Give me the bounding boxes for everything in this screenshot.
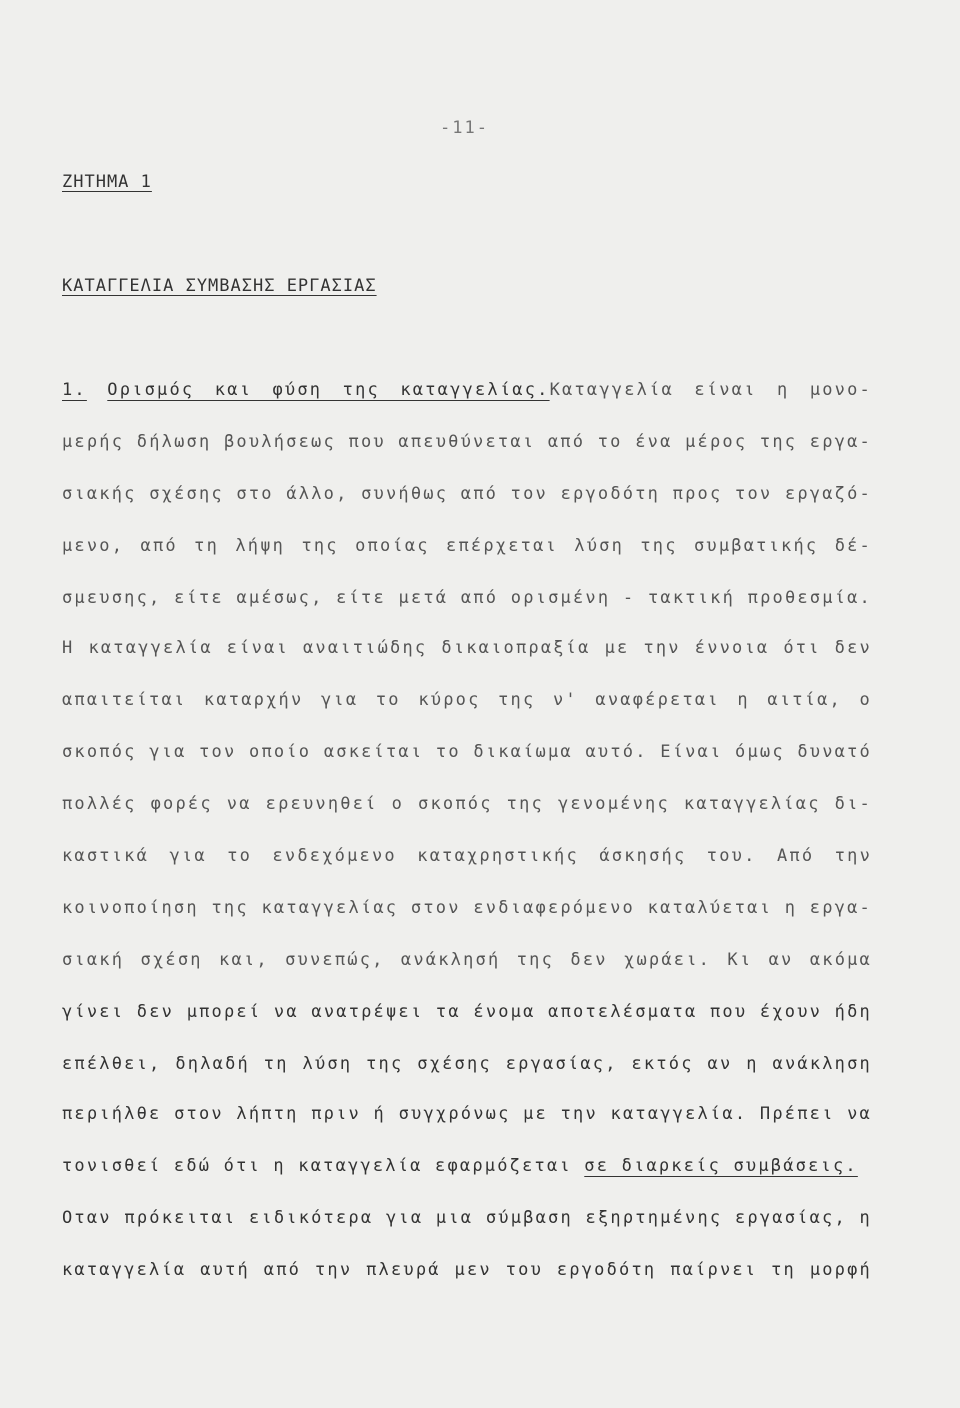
paragraph-line: απαιτείται καταρχήν για το κύρος της ν' αναφέρεται η αιτία, ο (62, 690, 872, 710)
topic-heading: ΖΗΤΗΜΑ 1 (62, 172, 152, 192)
paragraph-line: πολλές φορές να ερευνηθεί ο σκοπός της γενομένης καταγγελίας δι- (62, 794, 872, 814)
paragraph-line-17: Οταν πρόκειται ειδικότερα για μια σύμβαση εξηρτημένης εργασίας, η (62, 1208, 872, 1228)
paragraph-line: περιήλθε στον λήπτη πριν ή συγχρόνως με την καταγγελία. Πρέπει να (62, 1104, 872, 1124)
paragraph-line: σμευσης, είτε αμέσως, είτε μετά από ορισμένη - τακτική προθεσμία. (62, 588, 872, 608)
paragraph-line: σιακής σχέσης στο άλλο, συνήθως από τον εργοδότη προς τον εργαζό- (62, 484, 872, 504)
paragraph-number: 1. (62, 380, 87, 400)
paragraph-line: γίνει δεν μπορεί να ανατρέψει τα ένομα αποτελέσματα που έχουν ήδη (62, 1002, 872, 1022)
paragraph-subtitle: Ορισμός και φύση της καταγγελίας. (107, 380, 550, 400)
paragraph-line-1 (62, 380, 872, 400)
paragraph-line: Η καταγγελία είναι αναιτιώδης δικαιοπραξία με την έννοια ότι δεν (62, 638, 872, 658)
paragraph-line: καστικά για το ενδεχόμενο καταχρηστικής άσκησής του. Από την (62, 846, 872, 866)
paragraph-line-18: καταγγελία αυτή από την πλευρά μεν του εργοδότη παίρνει τη μορφή (62, 1260, 872, 1280)
underlined-phrase: σε διαρκείς συμβάσεις. (584, 1156, 858, 1176)
paragraph-line-16-start: τονισθεί εδώ ότι η καταγγελία εφαρμόζεται (62, 1156, 585, 1176)
paragraph-line: κοινοποίηση της καταγγελίας στον ενδιαφερόμενο καταλύεται η εργα- (62, 898, 872, 918)
section-title: ΚΑΤΑΓΓΕΛΙΑ ΣΥΜΒΑΣΗΣ ΕΡΓΑΣΙΑΣ (62, 276, 377, 296)
paragraph-line: σκοπός για τον οποίο ασκείται το δικαίωμα αυτό. Είναι όμως δυνατό (62, 742, 872, 762)
page-number: -11- (440, 118, 489, 138)
paragraph-line: μενο, από τη λήψη της οποίας επέρχεται λύση της συμβατικής δέ- (62, 536, 872, 556)
paragraph-line: μερής δήλωση βουλήσεως που απευθύνεται από το ένα μέρος της εργα- (62, 432, 872, 452)
paragraph-line-16 (62, 1156, 858, 1176)
paragraph-line: επέλθει, δηλαδή τη λύση της σχέσης εργασίας, εκτός αν η ανάκληση (62, 1054, 872, 1074)
paragraph-first-line: Καταγγελία είναι η μονο- (549, 380, 872, 400)
paragraph-line: σιακή σχέση και, συνεπώς, ανάκλησή της δεν χωράει. Κι αν ακόμα (62, 950, 872, 970)
